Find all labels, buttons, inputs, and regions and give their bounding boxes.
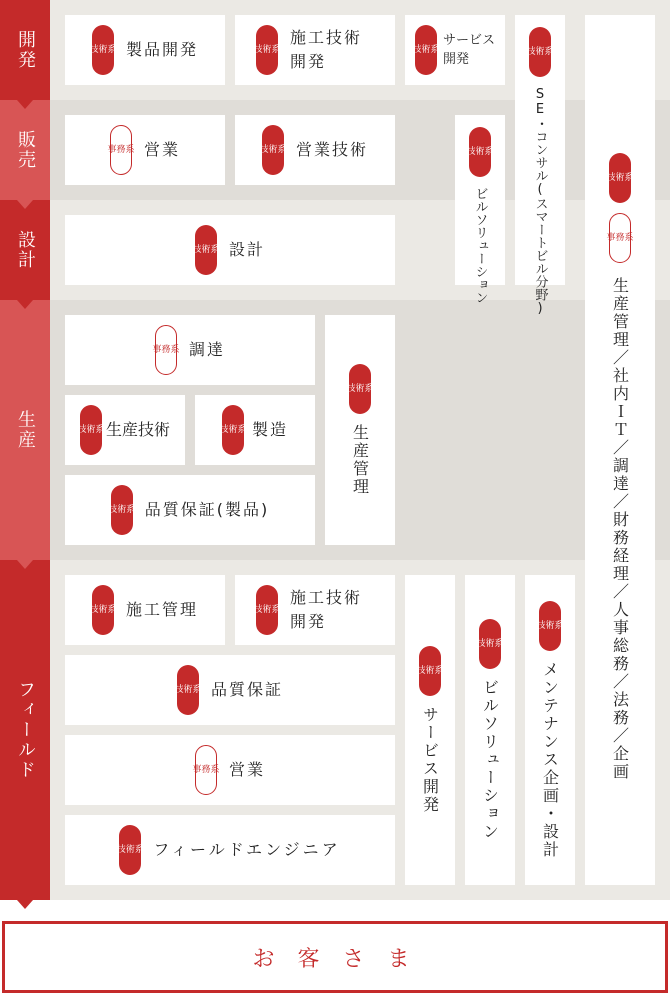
dept-label: サービス開発	[420, 706, 440, 814]
stage-label: 設計	[15, 230, 36, 270]
stage-tab-development	[0, 0, 50, 100]
tech-badge: 技 術 系	[262, 125, 284, 175]
dept-label: SE・コンサル(スマートビル分野)	[532, 87, 548, 316]
dept-label: 施工技術開発	[290, 28, 363, 71]
stage-tab-sales	[0, 100, 50, 200]
tech-badge: 技 術 系	[529, 27, 551, 77]
tech-badge: 技 術 系	[539, 601, 561, 651]
tech-badge: 技 術 系	[609, 153, 631, 203]
dept-label: 営業技術	[295, 140, 368, 159]
dept-quality-assurance	[65, 655, 395, 725]
dept-label: 営業	[228, 760, 265, 779]
dept-label: 生産技術	[105, 420, 170, 439]
tech-badge: 技 術 系	[469, 127, 491, 177]
stage-tab-design	[0, 200, 50, 300]
dept-sales	[65, 115, 225, 185]
stage-label: 販売	[15, 130, 36, 170]
dept-field-sales	[65, 735, 395, 805]
dept-construction-mgmt	[65, 575, 225, 645]
stage-label: 生産	[15, 410, 36, 450]
tech-badge: 技 術 系	[256, 585, 278, 635]
dept-label: 製品開発	[125, 40, 198, 59]
tech-badge: 技 術 系	[111, 485, 133, 535]
dept-label: 生産管理	[350, 424, 370, 496]
office-badge: 事 務 系	[110, 125, 132, 175]
office-badge: 事 務 系	[195, 745, 217, 795]
dept-manufacturing	[195, 395, 315, 465]
dept-label: 品質保証	[210, 680, 283, 699]
tech-badge: 技 術 系	[177, 665, 199, 715]
customer-label: お 客 さ ま	[252, 946, 418, 972]
dept-label: フィールドエンジニア	[153, 840, 341, 859]
dept-maintenance-planning	[525, 575, 575, 885]
tech-badge: 技 術 系	[419, 646, 441, 696]
dept-qa-products	[65, 475, 315, 545]
dept-corporate	[585, 15, 655, 885]
dept-construction-tech-dev-field	[235, 575, 395, 645]
dept-label: 施工技術開発	[290, 588, 363, 631]
tech-badge: 技 術 系	[222, 405, 244, 455]
tech-badge: 技 術 系	[80, 405, 102, 455]
dept-label: 生産管理／社内ＩＴ／調達／財務経理／人事総務／法務／企画	[610, 277, 630, 781]
dept-design	[65, 215, 395, 285]
dept-label: 設計	[228, 240, 265, 259]
tech-badge: 技 術 系	[349, 364, 371, 414]
dept-label: メンテナンス企画・設計	[540, 661, 560, 859]
tech-badge: 技 術 系	[195, 225, 217, 275]
dept-label: サービス開発	[443, 32, 496, 67]
dept-label: ビルソリューション	[472, 187, 488, 304]
stage-tab-field	[0, 560, 50, 900]
dept-label: 営業	[143, 140, 180, 159]
office-badge: 事 務 系	[609, 213, 631, 263]
stage-label: 開発	[15, 30, 36, 70]
dept-sales-tech	[235, 115, 395, 185]
dept-production-mgmt	[325, 315, 395, 545]
dept-building-solution-field	[465, 575, 515, 885]
dept-label: 製造	[251, 420, 288, 439]
customer-box	[2, 921, 668, 993]
tech-badge: 技 術 系	[415, 25, 437, 75]
stage-label: フィールド	[15, 680, 36, 780]
dept-label: 施工管理	[125, 600, 198, 619]
dept-procurement	[65, 315, 315, 385]
dept-product-dev	[65, 15, 225, 85]
dept-label: 品質保証(製品)	[144, 500, 270, 519]
dept-se-consul	[515, 15, 565, 316]
dept-construction-tech-dev	[235, 15, 395, 85]
tech-badge: 技 術 系	[479, 619, 501, 669]
dept-service-dev	[405, 15, 505, 85]
tech-badge: 技 術 系	[119, 825, 141, 875]
dept-field-engineer	[65, 815, 395, 885]
dept-label: ビルソリューション	[480, 679, 500, 841]
tech-badge: 技 術 系	[92, 585, 114, 635]
office-badge: 事 務 系	[155, 325, 177, 375]
tech-badge: 技 術 系	[92, 25, 114, 75]
tech-badge: 技 術 系	[256, 25, 278, 75]
stage-tab-production	[0, 300, 50, 560]
dept-service-dev-field	[405, 575, 455, 885]
dept-building-solution	[455, 115, 505, 304]
dept-production-tech	[65, 395, 185, 465]
dept-label: 調達	[188, 340, 225, 359]
